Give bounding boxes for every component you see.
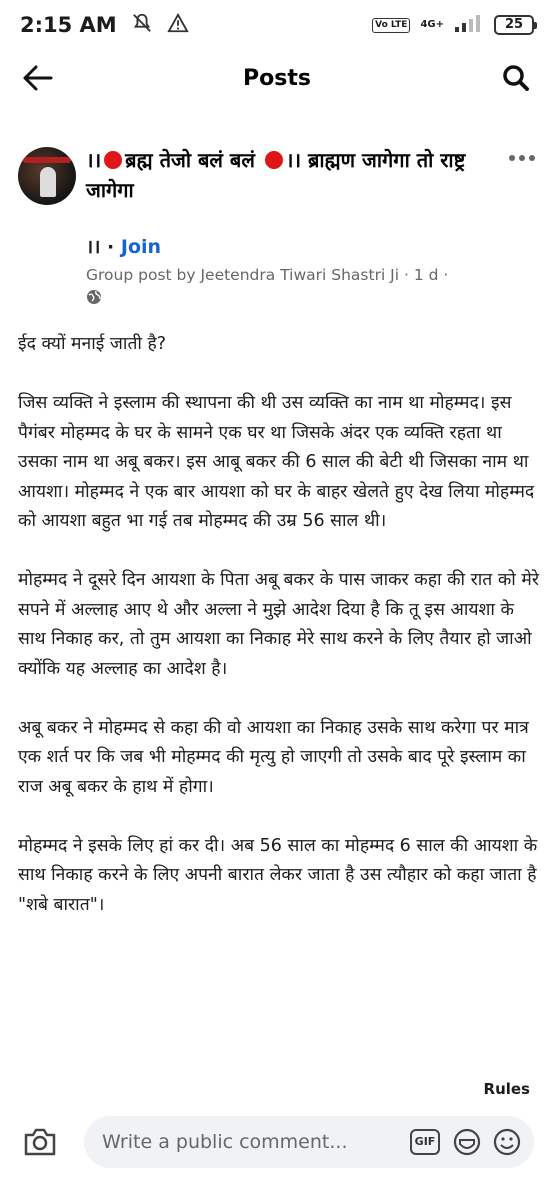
app-header [0,50,554,106]
post-body [18,330,542,950]
comment-input-container[interactable] [84,1116,534,1168]
mute-icon [131,12,153,39]
group-name-part3: ।। ब्राह्मण जागेगा तो राष्ट्र जागेगा [86,148,466,202]
status-left [20,12,189,39]
more-options-button[interactable] [508,147,536,166]
network-type: 4G+ [420,19,444,30]
red-circle-icon [104,151,122,169]
status-bar [0,0,554,50]
join-line [86,233,161,259]
status-time: 2:15 AM [20,13,117,37]
comment-input[interactable] [100,1130,374,1154]
post-paragraph: ईद क्यों मनाई जाती है? [18,334,167,354]
group-name-part1: ।। [86,148,102,172]
post-paragraph: अबू बकर ने मोहम्मद से कहा की वो आयशा का निकाह उसके साथ करेगा पर मात्र एक शर्त पर कि जब भी मोहम्मद की मृत्यु हो जाएगी तो उसके बाद पूरे इस्लाम का राज अबू बकर के हाथ में होगा। [18,717,529,797]
battery-icon: 25 [494,15,534,35]
avatar-stripe [23,157,71,163]
emoji-button[interactable] [492,1127,522,1161]
globe-icon [86,289,102,309]
group-name-link[interactable] [86,145,486,205]
group-name-part2: ब्रह्म तेजो बलं बलं [125,148,255,172]
page-title: Posts [243,65,311,91]
comment-bar [0,1107,554,1177]
rules-link[interactable]: Rules [483,1080,530,1098]
bottom-spacer [0,1177,554,1200]
volte-badge: Vo LTE [372,18,410,33]
smiley-icon [492,1127,522,1157]
arrow-left-icon [23,65,53,91]
post-paragraph: जिस व्यक्ति ने इस्लाम की स्थापना की थी उस व्यक्ति का नाम था मोहम्मद। इस पैगंबर मोहम्मद के घर के सामने एक घर था जिसके अंदर एक व्यक्ति रहता था उसका नाम था अबू बकर। इस आबू बकर की 6 साल की बेटी थी जिसका नाम था आयशा। मोहम्मद ने एक बार आयशा को घर के बाहर खेलते हुए देख लिया मोहम्मद को आयशा बहुत भा गई तब मोहम्मद की उम्र 56 साल थी। [18,393,535,531]
group-avatar[interactable] [18,147,76,205]
status-right [372,13,534,38]
more-dots-icon [508,154,536,162]
search-icon [502,64,530,92]
sticker-button[interactable] [452,1127,482,1161]
red-circle-icon [265,151,283,169]
warning-icon [167,12,189,39]
signal-icon [454,13,484,38]
avatar-figure [40,167,56,197]
back-button[interactable] [18,58,58,98]
sticker-icon [452,1127,482,1157]
camera-icon [23,1127,57,1157]
join-prefix: ।। · [86,236,115,258]
post-paragraph: मोहम्मद ने इसके लिए हां कर दी। अब 56 साल का मोहम्मद 6 साल की आयशा के साथ निकाह करने के लिए अपनी बारात लेकर जाता है उस त्यौहार को कहा जाता है "शबे बारात"। [18,835,538,915]
join-button[interactable]: Join [120,236,162,258]
post-meta: Group post by Jeetendra Tiwari Shastri Ji · 1 d · [86,266,449,284]
search-button[interactable] [496,58,536,98]
post-paragraph: मोहम्मद ने दूसरे दिन आयशा के पिता अबू बकर के पास जाकर कहा की रात को मेरे सपने में अल्लाह आए थे और अल्ला ने मुझे आदेश दिया है कि तू इस आयशा के साथ निकाह कर, तो तुम आयशा का निकाह मेरे साथ करने के लिए तैयार हो जाओ क्योंकि यह अल्लाह का आदेश है। [18,570,540,679]
post-header [0,135,554,315]
camera-button[interactable] [16,1118,64,1166]
gif-button[interactable]: GIF [410,1129,440,1155]
